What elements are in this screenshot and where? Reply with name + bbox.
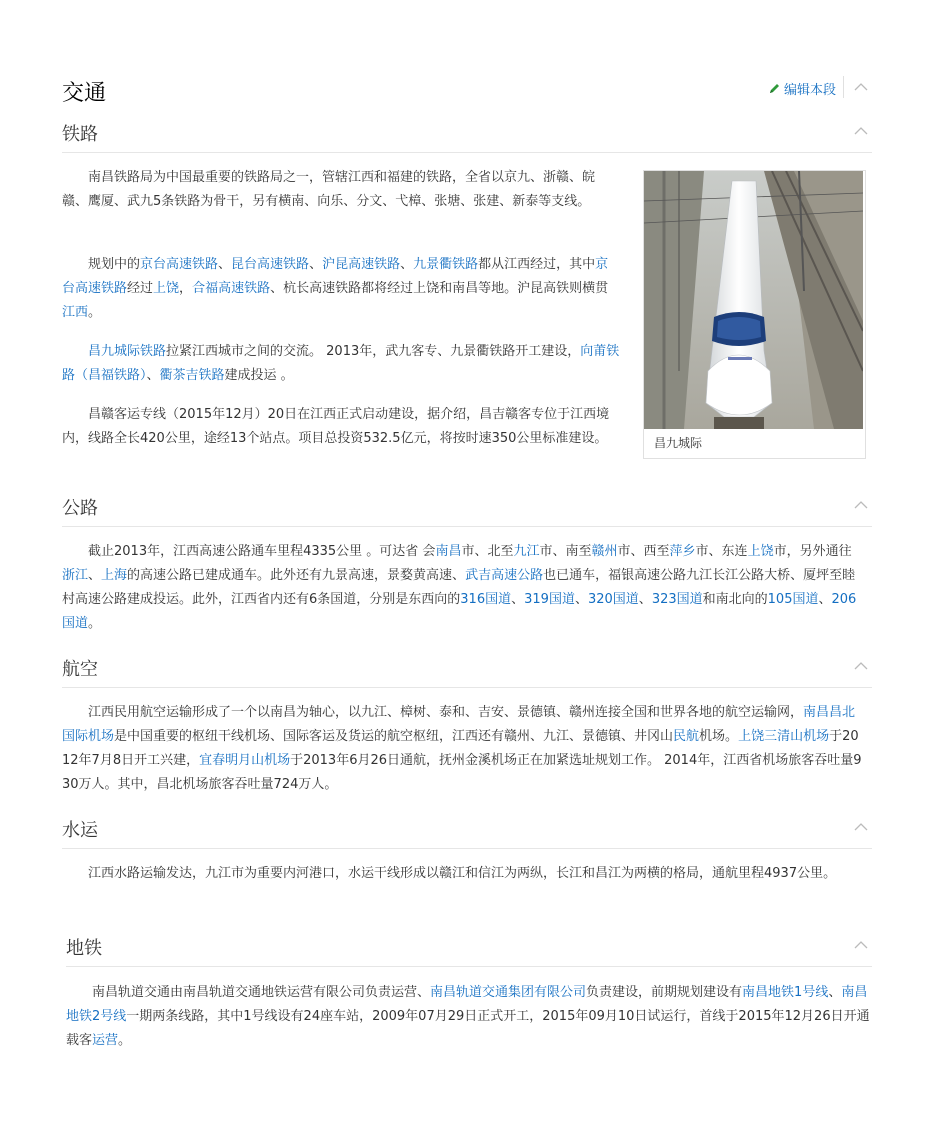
inline-link[interactable]: 沪昆高速铁路 — [322, 257, 401, 272]
text-run: 拉紧江西城市之间的交流。 2013年，武九客专、九景衢铁路开工建设， — [166, 344, 581, 359]
railway-title: 铁路 — [62, 124, 98, 145]
aviation-title: 航空 — [62, 659, 98, 680]
inline-link[interactable]: 上饶三清山机场 — [738, 729, 830, 744]
inline-link[interactable]: 宜春明月山机场 — [199, 753, 291, 768]
section-header — [62, 72, 872, 108]
inline-link[interactable]: 武吉高速公路 — [465, 568, 544, 583]
inline-link[interactable]: 南昌地铁2号线 — [66, 985, 868, 1024]
text-run: 的高速公路已建成通车。此外还有九景高速，景婺黄高速、 — [127, 568, 466, 583]
inline-link[interactable]: 南昌轨道交通集团有限公司 — [430, 985, 587, 1000]
inline-link[interactable]: 浙江 — [62, 568, 89, 583]
inline-link[interactable]: 南昌 — [435, 544, 462, 559]
inline-link[interactable]: 206国道 — [62, 592, 857, 631]
inline-link[interactable]: 运营 — [92, 1033, 119, 1048]
inline-link[interactable]: 319国道 — [524, 592, 575, 607]
inline-link[interactable]: 南昌地铁1号线 — [742, 985, 829, 1000]
text-run: 、 — [88, 568, 102, 583]
text-run: 南昌轨道交通由南昌轨道交通地铁运营有限公司负责运营、 — [92, 985, 431, 1000]
pencil-icon — [768, 82, 781, 95]
text-run: 、 — [400, 257, 414, 272]
text-run: 。 — [88, 616, 102, 631]
inline-link[interactable]: 昌九城际铁路 — [88, 344, 167, 359]
inline-link[interactable]: 京台高速铁路 — [140, 257, 219, 272]
text-run: 江西水路运输发达，九江市为重要内河港口，水运干线形成以赣江和信江为两纵，长江和昌江为两横的格局，通航里程4937公里。 — [88, 866, 837, 881]
figure-caption: 昌九城际 — [654, 436, 703, 450]
text-run: 、 — [146, 368, 160, 383]
text-run: 、 — [309, 257, 323, 272]
water-heading — [62, 816, 872, 849]
metro-title: 地铁 — [66, 938, 102, 959]
inline-link[interactable]: 320国道 — [587, 592, 639, 607]
inline-link[interactable]: 赣州 — [591, 544, 618, 559]
inline-link[interactable]: 衢茶吉铁路 — [159, 368, 225, 383]
train-image — [644, 171, 863, 429]
railway-paragraph-3 — [62, 340, 620, 388]
chevron-up-icon[interactable] — [854, 500, 868, 510]
text-run: 也已通车，福银高速公路九江长江公路大桥、厦坪至睦村高速公路建成投运。此外，江西省内还有6条国道，分别是东西向的 — [62, 568, 856, 607]
inline-link[interactable]: 民航 — [673, 729, 700, 744]
text-run: 负责建设，前期规划建设有 — [586, 985, 743, 1000]
divider — [843, 76, 844, 98]
inline-link[interactable]: 向莆铁路（昌福铁路） — [62, 344, 620, 383]
text-run: 机场。 — [699, 729, 739, 744]
inline-link[interactable]: 京台高速铁路 — [62, 257, 609, 296]
inline-link[interactable]: 萍乡 — [669, 544, 696, 559]
train-figure[interactable] — [643, 170, 866, 459]
railway-paragraph-1 — [62, 166, 620, 214]
inline-link[interactable]: 上饶 — [153, 281, 180, 296]
text-run: 是中国重要的枢纽干线机场、国际客运及货运的航空枢纽，江西还有赣州、九江、景德镇、井冈山 — [114, 729, 674, 744]
railway-paragraph-2 — [62, 253, 620, 325]
text-run: 经过 — [127, 281, 154, 296]
text-run: 南昌铁路局为中国最重要的铁路局之一，管辖江西和福建的铁路，全省以京九、浙赣、皖赣、鹰厦、武九5条铁路为骨干，另有横南、向乐、分文、弋樟、张塘、张建、新泰等支线。 — [62, 170, 596, 209]
highway-paragraph-1 — [62, 540, 862, 636]
inline-link[interactable]: 上海 — [101, 568, 128, 583]
chevron-up-icon[interactable] — [854, 126, 868, 136]
metro-heading — [66, 934, 872, 967]
text-run: 都从江西经过，其中 — [478, 257, 596, 272]
inline-link[interactable]: 316国道 — [460, 592, 512, 607]
inline-link[interactable]: 九江 — [513, 544, 540, 559]
text-run: ， — [179, 281, 193, 296]
highway-title: 公路 — [62, 498, 98, 519]
inline-link[interactable]: 323国道 — [651, 592, 703, 607]
text-run: 江西民用航空运输形成了一个以南昌为轴心，以九江、樟树、泰和、吉安、景德镇、赣州连接全国和世界各地的航空运输网， — [88, 705, 804, 720]
inline-link[interactable]: 江西 — [62, 305, 89, 320]
inline-link[interactable]: 南昌昌北国际机场 — [62, 705, 856, 744]
text-run: 市、东连 — [695, 544, 748, 559]
inline-link[interactable]: 105国道 — [767, 592, 819, 607]
text-run: 于2012年7月8日开工兴建， — [62, 729, 859, 768]
chevron-up-icon[interactable] — [854, 822, 868, 832]
water-title: 水运 — [62, 820, 98, 841]
text-run: 、 — [511, 592, 525, 607]
inline-link[interactable]: 合福高速铁路 — [192, 281, 271, 296]
metro-paragraph-1 — [66, 981, 872, 1053]
edit-section-button[interactable] — [768, 79, 836, 98]
text-run: 、 — [218, 257, 232, 272]
text-run: 、 — [828, 985, 842, 1000]
chevron-up-icon[interactable] — [854, 661, 868, 671]
text-run: 市、北至 — [461, 544, 514, 559]
chevron-up-icon[interactable] — [854, 82, 868, 92]
inline-link[interactable]: 昆台高速铁路 — [231, 257, 310, 272]
text-run: 、 — [638, 592, 652, 607]
text-run: 市、南至 — [539, 544, 592, 559]
water-paragraph-1 — [62, 862, 862, 886]
text-run: 、杭长高速铁路都将经过上饶和南昌等地。沪昆高铁则横贯 — [270, 281, 609, 296]
inline-link[interactable]: 上饶 — [747, 544, 774, 559]
text-run: 规划中的 — [88, 257, 141, 272]
chevron-up-icon[interactable] — [854, 940, 868, 950]
text-run: 市，另外通往 — [773, 544, 852, 559]
text-run: 。 — [88, 305, 102, 320]
text-run: 市、西至 — [617, 544, 670, 559]
text-run: 一期两条线路，其中1号线设有24座车站，2009年07月29日正式开工，2015年09月10日试运行，首线于2015年12月26日开通载客 — [66, 1009, 870, 1048]
inline-link[interactable]: 九景衢铁路 — [413, 257, 479, 272]
text-run: 、 — [818, 592, 832, 607]
text-run: 、 — [574, 592, 588, 607]
text-run: 昌赣客运专线（2015年12月）20日在江西正式启动建设，据介绍，昌吉赣客专位于江西境内，线路全长420公里，途经13个站点。项目总投资532.5亿元，将按时速350公里标准建设。 — [62, 407, 610, 446]
aviation-heading — [62, 655, 872, 688]
text-run: 于2013年6月26日通航，抚州金溪机场正在加紧选址规划工作。 2014年，江西省机场旅客吞吐量930万人。其中，昌北机场旅客吞吐量724万人。 — [62, 753, 862, 792]
section-title: 交通 — [62, 81, 107, 106]
text-run: 建成投运 。 — [224, 368, 294, 383]
edit-section-label: 编辑本段 — [783, 83, 836, 98]
text-run: 。 — [118, 1033, 132, 1048]
aviation-paragraph-1 — [62, 701, 862, 797]
highway-heading — [62, 494, 872, 527]
text-run: 截止2013年，江西高速公路通车里程4335公里 。可达省 会 — [88, 544, 436, 559]
railway-heading — [62, 120, 872, 153]
text-run: 和南北向的 — [702, 592, 768, 607]
railway-paragraph-4 — [62, 403, 620, 451]
